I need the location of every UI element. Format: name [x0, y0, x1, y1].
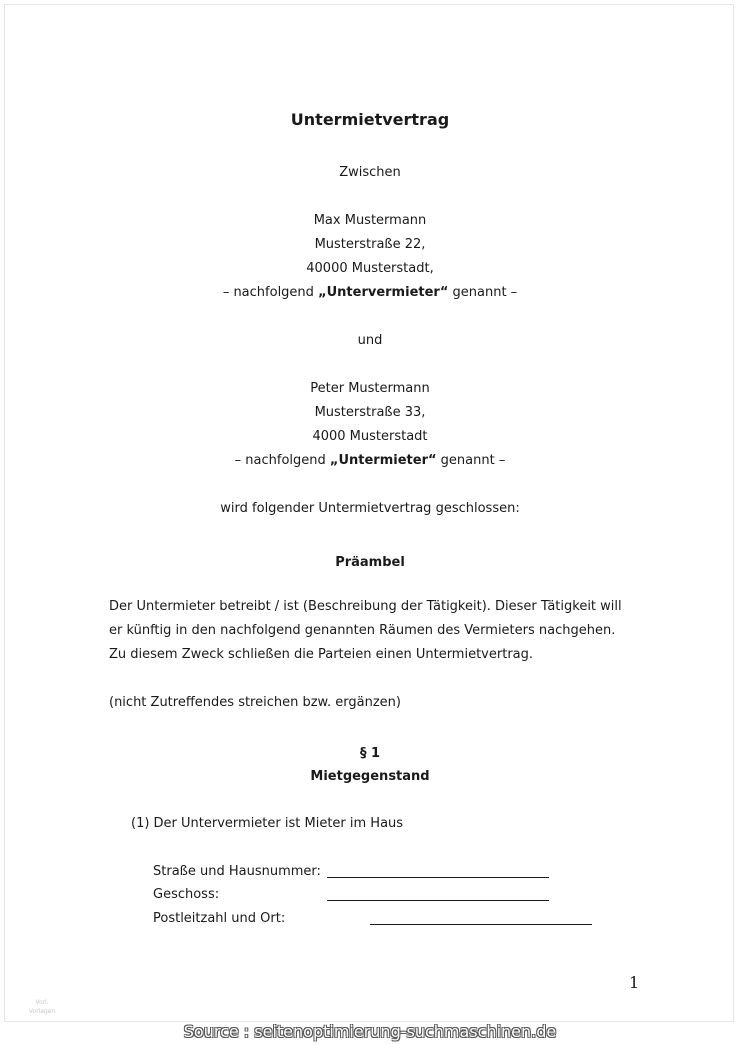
party1-name: Max Mustermann	[313, 213, 427, 228]
preamble-line: er künftig in den nachfolgend genannten Räumen des Vermieters nachgehen.	[109, 623, 616, 638]
concluded-statement: wird folgender Untermietvertrag geschlossen:	[220, 501, 520, 516]
section-number: § 1	[359, 746, 381, 761]
party1-designation-pre: – nachfolgend	[222, 285, 319, 300]
preamble-line: Zu diesem Zweck schließen die Parteien einen Untermietvertrag.	[109, 647, 534, 662]
document-title: Untermietvertrag	[290, 110, 450, 129]
field-label-postal: Postleitzahl und Ort:	[153, 911, 286, 926]
field-label-floor: Geschoss:	[153, 887, 220, 902]
clause-1: (1) Der Untervermieter ist Mieter im Haus	[131, 816, 404, 831]
party2-street: Musterstraße 33,	[314, 405, 426, 420]
source-caption: Source : seitenoptimierung-suchmaschinen.de	[183, 1022, 557, 1041]
party2-name: Peter Mustermann	[310, 381, 430, 396]
party1-role: „Untervermieter“	[318, 285, 449, 300]
watermark-logo	[22, 998, 62, 1016]
party1-city: 40000 Musterstadt,	[306, 261, 434, 276]
party2-designation-pre: – nachfolgend	[234, 453, 330, 468]
between-label: Zwischen	[339, 165, 401, 180]
party2-role: „Untermieter“	[329, 453, 437, 468]
watermark-line: Vorlagen	[28, 1008, 56, 1015]
party1-designation	[0, 285, 740, 300]
and-label: und	[357, 333, 383, 348]
page-number: 1	[629, 973, 640, 992]
party2-city: 4000 Musterstadt	[312, 429, 428, 444]
field-line-postal	[370, 924, 592, 925]
party2-designation	[0, 453, 740, 468]
party1-street: Musterstraße 22,	[314, 237, 426, 252]
party2-designation-post: genannt –	[436, 453, 506, 468]
preamble-line: Der Untermieter betreibt / ist (Beschreibung der Tätigkeit). Dieser Tätigkeit will	[109, 599, 622, 614]
preamble-note: (nicht Zutreffendes streichen bzw. ergänzen)	[109, 695, 401, 710]
field-label-street: Straße und Hausnummer:	[153, 864, 321, 879]
field-line-street	[327, 877, 549, 878]
party1-designation-post: genannt –	[448, 285, 518, 300]
watermark-line: Vorl.	[35, 999, 49, 1006]
preamble-heading: Präambel	[335, 555, 405, 570]
field-line-floor	[327, 900, 549, 901]
section-heading: Mietgegenstand	[310, 769, 430, 784]
